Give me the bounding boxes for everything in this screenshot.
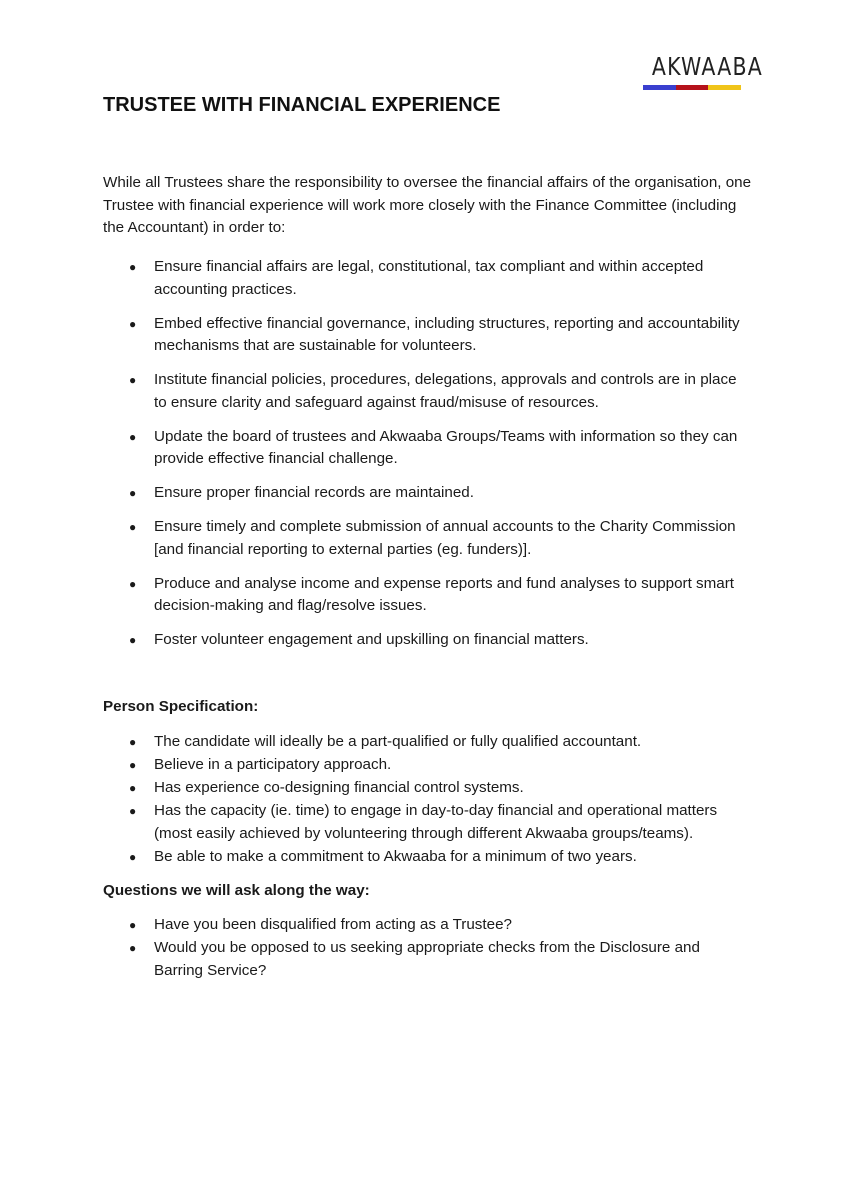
list-item-text: Have you been disqualified from acting as a Trustee? <box>154 916 512 933</box>
list-item-text: Believe in a participatory approach. <box>154 756 392 773</box>
list-item-text: The candidate will ideally be a part-qualified or fully qualified accountant. <box>154 733 642 750</box>
questions-list <box>103 914 753 983</box>
list-item <box>103 731 753 754</box>
bullet-icon: ● <box>129 918 137 932</box>
logo-bar-red <box>676 85 709 90</box>
bullet-icon: ● <box>129 486 137 500</box>
list-item <box>103 629 753 652</box>
list-item-text: Foster volunteer engagement and upskilling on financial matters. <box>154 631 589 648</box>
logo-text: AKWAABA <box>651 52 764 81</box>
list-item-text: Would you be opposed to us seeking appropriate checks from the Disclosure and Barring Service? <box>154 939 700 979</box>
akwaaba-logo <box>643 52 764 90</box>
list-item <box>103 914 753 937</box>
list-item-text: Be able to make a commitment to Akwaaba for a minimum of two years. <box>154 847 637 865</box>
logo-color-bar <box>643 85 741 90</box>
list-item <box>103 800 753 845</box>
list-item-text: Embed effective financial governance, including structures, reporting and accountability mechanisms that are sustainable for volunteers. <box>154 314 740 354</box>
questions-heading: Questions we will ask along the way: <box>103 882 370 899</box>
bullet-icon: ● <box>129 804 137 818</box>
bullet-icon: ● <box>129 373 137 387</box>
bullet-icon: ● <box>129 316 137 331</box>
bullet-icon: ● <box>129 849 137 864</box>
list-item-text: Institute financial policies, procedures, delegations, approvals and controls are in place to ensure clarity and safeguard against fraud/misuse of resources. <box>154 371 737 411</box>
list-item <box>103 846 753 869</box>
logo-bar-blue <box>643 85 676 90</box>
bullet-icon: ● <box>129 633 137 647</box>
list-item-text: Has the capacity (ie. time) to engage in day-to-day financial and operational matters (most easily achieved by volunteering through different Akwaaba groups/teams). <box>154 802 718 842</box>
list-item <box>103 256 753 301</box>
bullet-icon: ● <box>129 429 137 444</box>
list-item <box>103 426 753 471</box>
person-spec-heading: Person Specification: <box>103 698 259 715</box>
bullet-icon: ● <box>129 260 137 274</box>
bullet-icon: ● <box>129 735 137 749</box>
list-item-text: Has experience co-designing financial control systems. <box>154 779 524 796</box>
list-item <box>103 313 753 358</box>
list-item <box>103 573 753 618</box>
list-item <box>103 937 753 982</box>
list-item-text: Update the board of trustees and Akwaaba Groups/Teams with information so they can provide effective financial challenge. <box>154 427 738 467</box>
list-item <box>103 516 753 561</box>
bullet-icon: ● <box>129 941 137 955</box>
bullet-icon: ● <box>129 781 137 795</box>
list-item-text: Produce and analyse income and expense reports and fund analyses to support smart decision-making and flag/resolve issues. <box>154 574 735 614</box>
logo-bar-yellow <box>708 85 741 90</box>
person-spec-list <box>103 731 753 869</box>
list-item <box>103 754 753 777</box>
list-item-text: Ensure proper financial records are maintained. <box>154 484 474 501</box>
page-title: TRUSTEE WITH FINANCIAL EXPERIENCE <box>103 94 501 116</box>
bullet-icon: ● <box>129 576 137 591</box>
list-item-text: Ensure financial affairs are legal, constitutional, tax compliant and within accepted accounting practices. <box>154 258 704 298</box>
responsibilities-list <box>103 256 753 663</box>
bullet-icon: ● <box>129 520 137 534</box>
list-item-text: Ensure timely and complete submission of annual accounts to the Charity Commission [and financial reporting to external parties (eg. funders)]. <box>154 518 736 558</box>
list-item <box>103 777 753 800</box>
list-item <box>103 482 753 505</box>
list-item <box>103 369 753 414</box>
intro-paragraph: While all Trustees share the responsibility to oversee the financial affairs of the organisation, one Trustee with financial experience will work more closely with the Finance Committee (including the Accountant) in order to: <box>103 174 752 236</box>
bullet-icon: ● <box>129 758 137 772</box>
